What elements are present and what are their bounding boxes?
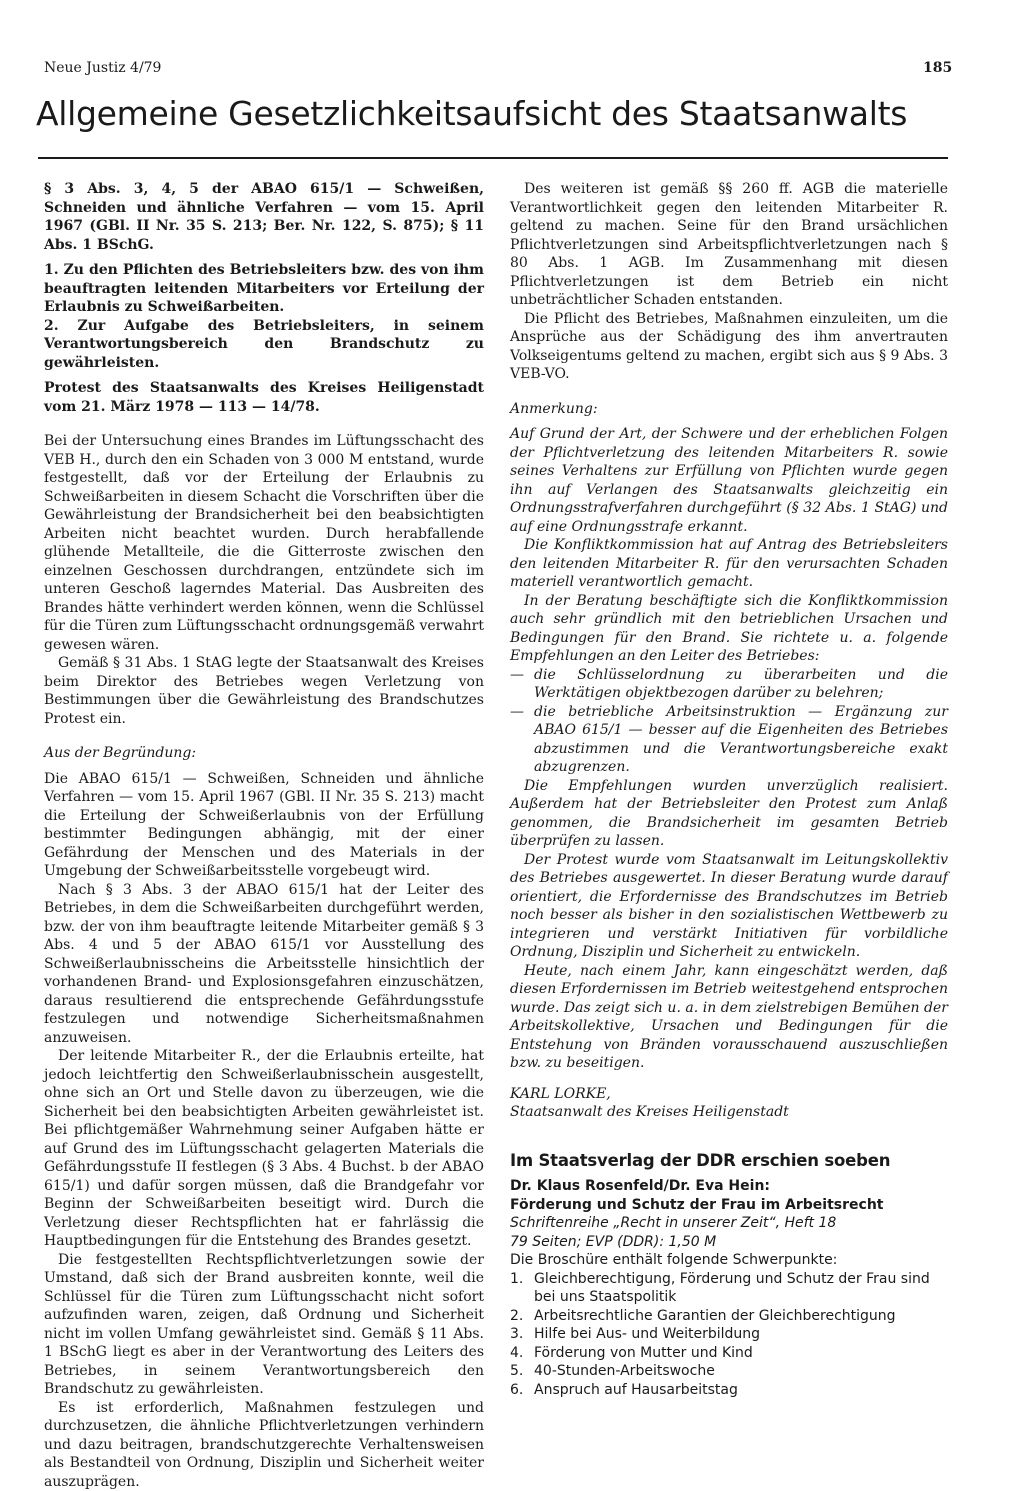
note-paragraph: In der Beratung beschäftigte sich die Konfliktkommission auch sehr gründlich mit den betrieblichen Ursachen und Bedingungen für den Brand. Sie richtete u. a. folgende Empfehlungen an den Leiter des Betriebes: bbox=[510, 592, 948, 666]
paragraph: Des weiteren ist gemäß §§ 260 ff. AGB die materielle Verantwortlichkeit gegen den leitenden Mitarbeiter R. geltend zu machen. Seine für den Brand ursächlichen Pflichtverletzungen sind Arbeitspflichtverletzungen nach § 80 Abs. 1 AGB. Im Zusammenhang mit diesen Pflichtverletzungen ist dem Betrieb ein nicht unbeträchtlicher Schaden entstanden. bbox=[510, 180, 948, 310]
item-text: 40-Stunden-Arbeitswoche bbox=[534, 1363, 715, 1379]
item-number: 2. bbox=[510, 1307, 523, 1326]
note-paragraph: Die Empfehlungen wurden unverzüglich realisiert. Außerdem hat der Betriebsleiter den Protest zum Anlaß genommen, die Brandsicherheit im gesamten Betrieb überprüfen zu lassen. bbox=[510, 777, 948, 851]
title-rule bbox=[38, 157, 948, 159]
item-number: 6. bbox=[510, 1381, 523, 1400]
dash-marker: — bbox=[510, 703, 524, 722]
list-item bbox=[510, 1325, 948, 1344]
legal-citation: § 3 Abs. 3, 4, 5 der ABAO 615/1 — Schweißen, Schneiden und ähnliche Verfahren — vom 15. April 1967 (GBl. II Nr. 35 S. 213; Ber. Nr. 122, S. 875); § 11 Abs. 1 BSchG. bbox=[44, 180, 484, 254]
list-item bbox=[510, 703, 948, 777]
protest-reference: Protest des Staatsanwalts des Kreises Heiligenstadt vom 21. März 1978 — 113 — 14/78. bbox=[44, 379, 484, 416]
dash-marker: — bbox=[510, 666, 524, 685]
list-item bbox=[510, 666, 948, 703]
author-name: KARL LORKE, bbox=[510, 1085, 948, 1104]
list-item-text: die Schlüsselordnung zu überarbeiten und die Werktätigen objektbezogen darüber zu belehren; bbox=[534, 667, 948, 702]
item-text: Gleichberechtigung, Förderung und Schutz der Frau sind bei uns Staatspolitik bbox=[534, 1271, 930, 1306]
item-text: Hilfe bei Aus- und Weiterbildung bbox=[534, 1326, 760, 1342]
subheading: Aus der Begründung: bbox=[44, 744, 484, 763]
list-item bbox=[510, 1362, 948, 1381]
left-column bbox=[44, 180, 484, 1491]
item-number: 4. bbox=[510, 1344, 523, 1363]
item-number: 1. bbox=[510, 1270, 523, 1289]
list-item bbox=[510, 1270, 948, 1307]
item-text: Förderung von Mutter und Kind bbox=[534, 1345, 753, 1361]
paragraph: Die Pflicht des Betriebes, Maßnahmen einzuleiten, um die Ansprüche aus der Schädigung des ihm anvertrauten Volkseigentums geltend zu machen, ergibt sich aus § 9 Abs. 3 VEB-VO. bbox=[510, 310, 948, 384]
publisher-announcement bbox=[510, 1152, 948, 1400]
note-paragraph: Der Protest wurde vom Staatsanwalt im Leitungskollektiv des Betriebes ausgewertet. In dieser Beratung wurde darauf orientiert, die Erfordernisse des Brandschutzes im Betrieb noch besser als bisher in den sozialistischen Wettbewerb zu integrieren und verstärkt Initiativen für vorbildliche Ordnung, Disziplin und Sicherheit zu entwickeln. bbox=[510, 851, 948, 962]
paragraph: Gemäß § 31 Abs. 1 StAG legte der Staatsanwalt des Kreises beim Direktor des Betriebes wegen Verletzung von Bestimmungen über die Gewährleistung des Brandschutzes Protest ein. bbox=[44, 654, 484, 728]
paragraph: Die festgestellten Rechtspflichtverletzungen sowie der Umstand, daß sich der Brand ausbreiten konnte, weil die Schlüssel für die Türen zum Lüftungsschacht nicht sofort aufzufinden waren, zeigen, daß Ordnung und Sicherheit nicht im vollen Umfang gewährleistet sind. Gemäß § 11 Abs. 1 BSchG liegt es aber in der Verantwortung des Leiters des Betriebes, in seinem Verantwortungsbereich den Brandschutz zu gewährleisten. bbox=[44, 1251, 484, 1399]
list-item bbox=[510, 1381, 948, 1400]
list-item bbox=[510, 1344, 948, 1363]
section-title: Allgemeine Gesetzlichkeitsaufsicht des Staatsanwalts bbox=[36, 94, 996, 133]
item-number: 3. bbox=[510, 1325, 523, 1344]
paragraph: Die ABAO 615/1 — Schweißen, Schneiden und ähnliche Verfahren — vom 15. April 1967 (GBl. II Nr. 35 S. 213) macht die Erteilung der Schweißerlaubnis von der Erfüllung bestimmter Bedingungen abhängig, mit der einer Gefährdung der Menschen und des Materials in der Umgebung der Schweißarbeitsstelle vorgebeugt wird. bbox=[44, 770, 484, 881]
right-column bbox=[510, 180, 948, 1399]
principle-1: 1. Zu den Pflichten des Betriebsleiters bzw. des von ihm beauftragten leitenden Mitarbeiters vor Erteilung der Erlaubnis zu Schweißarbeiten. bbox=[44, 261, 484, 317]
paragraph: Der leitende Mitarbeiter R., der die Erlaubnis erteilte, hat jedoch leichtfertig den Schweißerlaubnisschein ausgestellt, ohne sich an Ort und Stelle davon zu überzeugen, wie die Sicherheit bei den beabsichtigten Arbeiten gewährleistet ist. Bei pflichtgemäßer Wahrnehmung seiner Aufgaben hätte er auf Grund des im Lüftungsschacht gelagerten Materials die Gefährdungsstufe II festlegen (§ 3 Abs. 4 Buchst. b der ABAO 615/1) und dafür sorgen müssen, daß die Brandgefahr vor Beginn der Schweißarbeiten beseitigt wird. Durch die Verletzung dieser Rechtspflichten hat er fahrlässig die Hauptbedingungen für die Entstehung des Brandes gesetzt. bbox=[44, 1047, 484, 1251]
book-series: Schriftenreihe „Recht in unserer Zeit“, Heft 18 bbox=[510, 1214, 948, 1233]
item-text: Anspruch auf Hausarbeitstag bbox=[534, 1382, 738, 1398]
page-number: 185 bbox=[923, 60, 952, 76]
list-item-text: die betriebliche Arbeitsinstruktion — Ergänzung zur ABAO 615/1 — besser auf die Eigenheiten des Betriebes abzustimmen und die Verantwortungsbereiche exakt abzugrenzen. bbox=[534, 704, 948, 776]
book-authors: Dr. Klaus Rosenfeld/Dr. Eva Hein: bbox=[510, 1177, 948, 1196]
note-paragraph: Heute, nach einem Jahr, kann eingeschätzt werden, daß diesen Erfordernissen im Betrieb weitestgehend entsprochen wurde. Das zeigt sich u. a. in dem zielstrebigen Bemühen der Arbeitskollektive, Ursachen und Bedingungen für die Entstehung von Bränden vorausschauend auszuschließen bzw. zu beseitigen. bbox=[510, 962, 948, 1073]
book-details: 79 Seiten; EVP (DDR): 1,50 M bbox=[510, 1233, 948, 1252]
list-item bbox=[510, 1307, 948, 1326]
book-title: Förderung und Schutz der Frau im Arbeitsrecht bbox=[510, 1196, 948, 1215]
journal-header: Neue Justiz 4/79 bbox=[44, 60, 161, 76]
note-paragraph: Die Konfliktkommission hat auf Antrag des Betriebsleiters den leitenden Mitarbeiter R. für den verursachten Schaden materiell verantwortlich gemacht. bbox=[510, 536, 948, 592]
item-number: 5. bbox=[510, 1362, 523, 1381]
note-paragraph: Auf Grund der Art, der Schwere und der erheblichen Folgen der Pflichtverletzung des leitenden Mitarbeiters R. sowie seines Verhaltens zur Erfüllung von Pflichten wurde gegen ihn auf Verlangen des Staatsanwalts gleichzeitig ein Ordnungsstrafverfahren durchgeführt (§ 32 Abs. 1 StAG) und auf eine Ordnungsstrafe erkannt. bbox=[510, 425, 948, 536]
paragraph: Nach § 3 Abs. 3 der ABAO 615/1 hat der Leiter des Betriebes, in dem die Schweißarbeiten durchgeführt werden, bzw. der von ihm beauftragte leitende Mitarbeiter gemäß § 3 Abs. 4 und 5 der ABAO 615/1 vor Ausstellung des Schweißerlaubnisscheins die Arbeitsstelle hinsichtlich der vorhandenen Brand- und Explosionsgefahren einzuschätzen, daraus resultierend die entsprechende Gefährdungsstufe festzulegen und notwendige Sicherheitsmaßnahmen anzuweisen. bbox=[44, 881, 484, 1048]
book-intro: Die Broschüre enthält folgende Schwerpunkte: bbox=[510, 1251, 948, 1270]
paragraph: Es ist erforderlich, Maßnahmen festzulegen und durchzusetzen, die ähnliche Pflichtverletzungen verhindern und dazu beitragen, brandschutzgerechte Verhaltensweisen als Bestandteil von Ordnung, Disziplin und Sicherheit weiter auszuprägen. bbox=[44, 1399, 484, 1491]
author-title: Staatsanwalt des Kreises Heiligenstadt bbox=[510, 1103, 948, 1122]
announcement-title: Im Staatsverlag der DDR erschien soeben bbox=[510, 1152, 948, 1171]
item-text: Arbeitsrechtliche Garantien der Gleichberechtigung bbox=[534, 1308, 896, 1324]
note-heading: Anmerkung: bbox=[510, 400, 948, 419]
paragraph: Bei der Untersuchung eines Brandes im Lüftungsschacht des VEB H., durch den ein Schaden von 3 000 M entstand, wurde festgestellt, daß vor der Erteilung der Erlaubnis zu Schweißarbeiten in diesem Schacht die Vorschriften über die Gewährleistung der Brandsicherheit bei den beabsichtigten Arbeiten nicht beachtet wurden. Durch herabfallende glühende Metallteile, die die Gitterroste zwischen den einzelnen Geschossen durchdrangen, entzündete sich im unteren Geschoß lagerndes Material. Das Ausbreiten des Brandes hätte verhindert werden können, wenn die Schlüssel für die Türen zum Lüftungsschacht ordnungsgemäß verwahrt gewesen wären. bbox=[44, 432, 484, 654]
principle-2: 2. Zur Aufgabe des Betriebsleiters, in seinem Verantwortungsbereich den Brandschutz zu gewährleisten. bbox=[44, 317, 484, 373]
